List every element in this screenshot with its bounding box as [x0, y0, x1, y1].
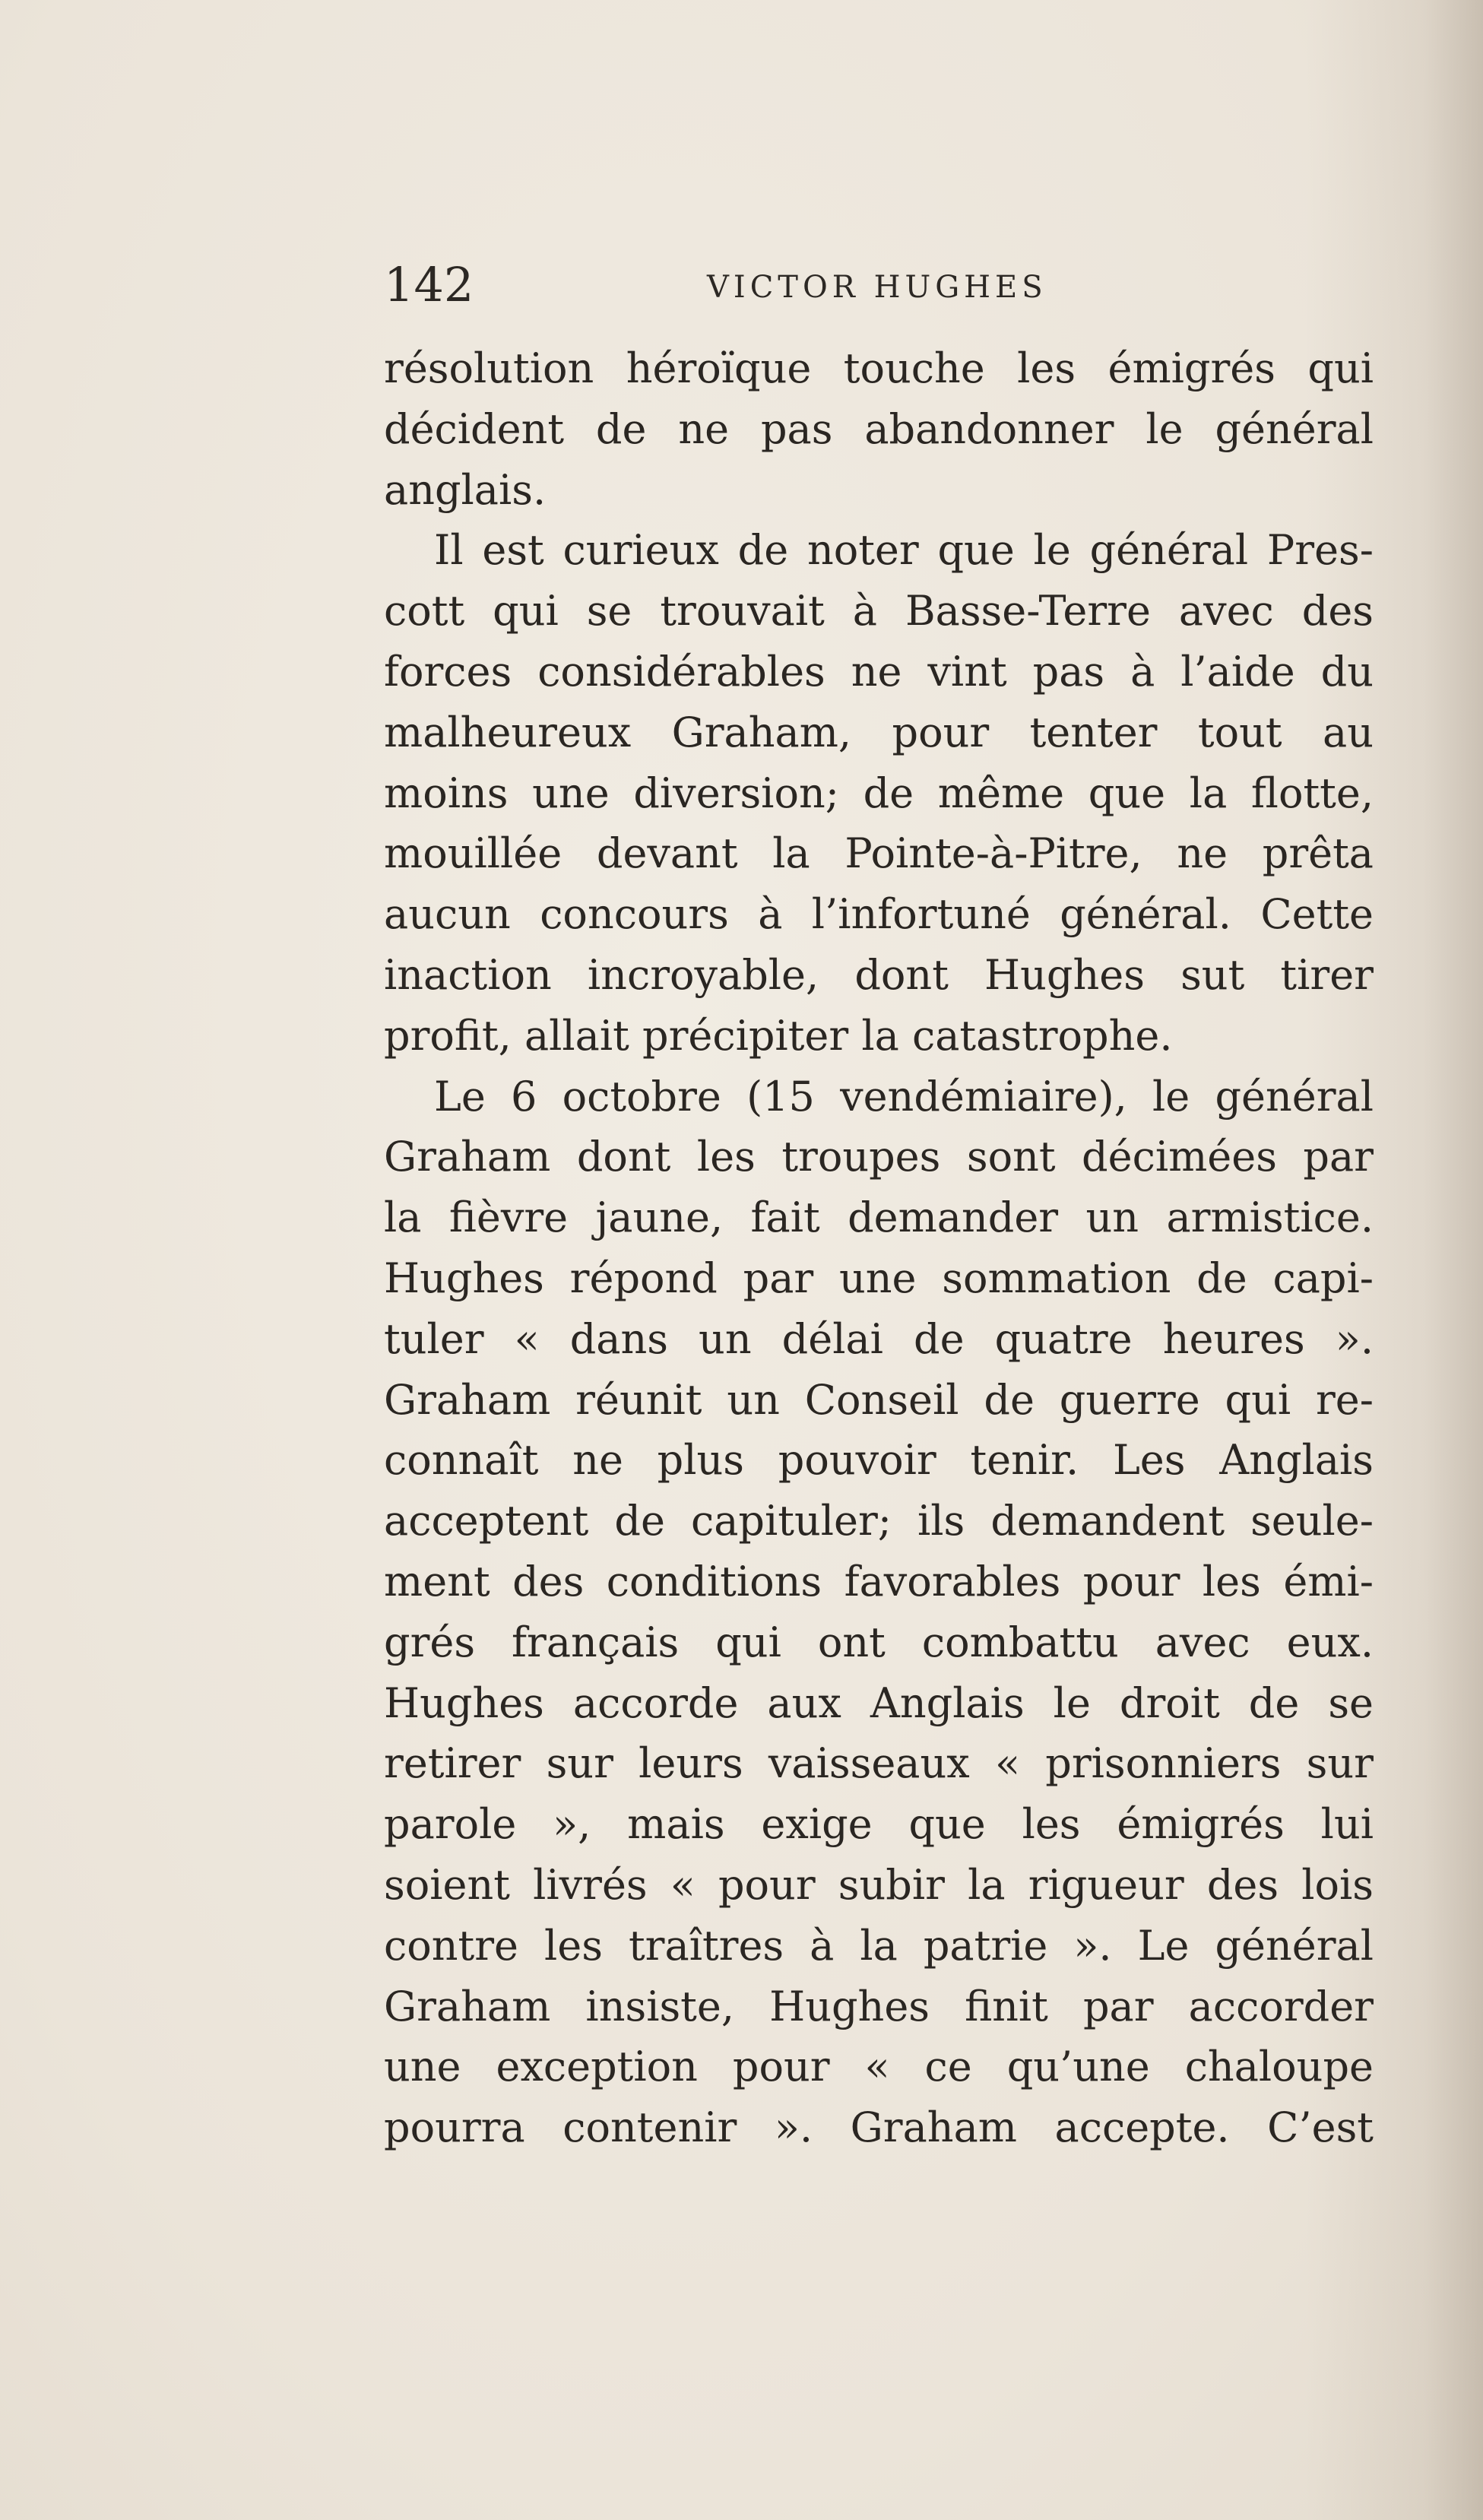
text-line: Graham réunit un Conseil de guerre qui re- [384, 1375, 1374, 1424]
text-line: cott qui se trouvait à Basse-Terre avec des [384, 587, 1374, 636]
text-line: aucun concours à l’infortuné général. Cette [384, 890, 1374, 939]
text-line: grés français qui ont combattu avec eux. [384, 1618, 1374, 1666]
text-line: une exception pour « ce qu’une chaloupe [384, 2043, 1374, 2091]
text-line: Hughes répond par une sommation de capi- [384, 1254, 1374, 1302]
text-line: mouillée devant la Pointe-à-Pitre, ne prêta [384, 829, 1374, 878]
text-line: pourra contenir ». Graham accepte. C’est [384, 2103, 1374, 2152]
text-line: moins une diversion; de même que la flotte, [384, 769, 1374, 817]
text-line: ment des conditions favorables pour les émi- [384, 1557, 1374, 1606]
text-line: retirer sur leurs vaisseaux « prisonniers sur [384, 1739, 1374, 1788]
text-line: la fièvre jaune, fait demander un armistice. [384, 1193, 1374, 1242]
text-line: décident de ne pas abandonner le général [384, 404, 1374, 453]
text-line: connaît ne plus pouvoir tenir. Les Anglais [384, 1436, 1374, 1485]
text-line: soient livrés « pour subir la rigueur des lois [384, 1860, 1374, 1909]
text-line: résolution héroïque touche les émigrés qui [384, 344, 1374, 392]
text-line: contre les traîtres à la patrie ». Le général [384, 1921, 1374, 1970]
text-line: Il est curieux de noter que le général Pres- [434, 526, 1374, 575]
text-line: tuler « dans un délai de quatre heures ». [384, 1314, 1374, 1363]
page-number: 142 [384, 257, 474, 312]
running-title: VICTOR HUGHES [707, 270, 1047, 305]
text-line: Le 6 octobre (15 vendémiaire), le général [434, 1072, 1374, 1121]
text-line: anglais. [384, 465, 547, 514]
body-text [384, 338, 1374, 2158]
text-line: acceptent de capituler; ils demandent seule- [384, 1497, 1374, 1545]
text-line: forces considérables ne vint pas à l’aide du [384, 647, 1374, 696]
text-line: profit, allait précipiter la catastrophe. [384, 1011, 1173, 1060]
page-header [384, 255, 1372, 315]
text-line: Graham dont les troupes sont décimées par [384, 1133, 1374, 1181]
text-line: inaction incroyable, dont Hughes sut tirer [384, 950, 1374, 999]
text-line: malheureux Graham, pour tenter tout au [384, 708, 1374, 756]
text-line: Graham insiste, Hughes finit par accorder [384, 1982, 1374, 2030]
text-line: Hughes accorde aux Anglais le droit de se [384, 1678, 1374, 1727]
text-line: parole », mais exige que les émigrés lui [384, 1800, 1374, 1849]
